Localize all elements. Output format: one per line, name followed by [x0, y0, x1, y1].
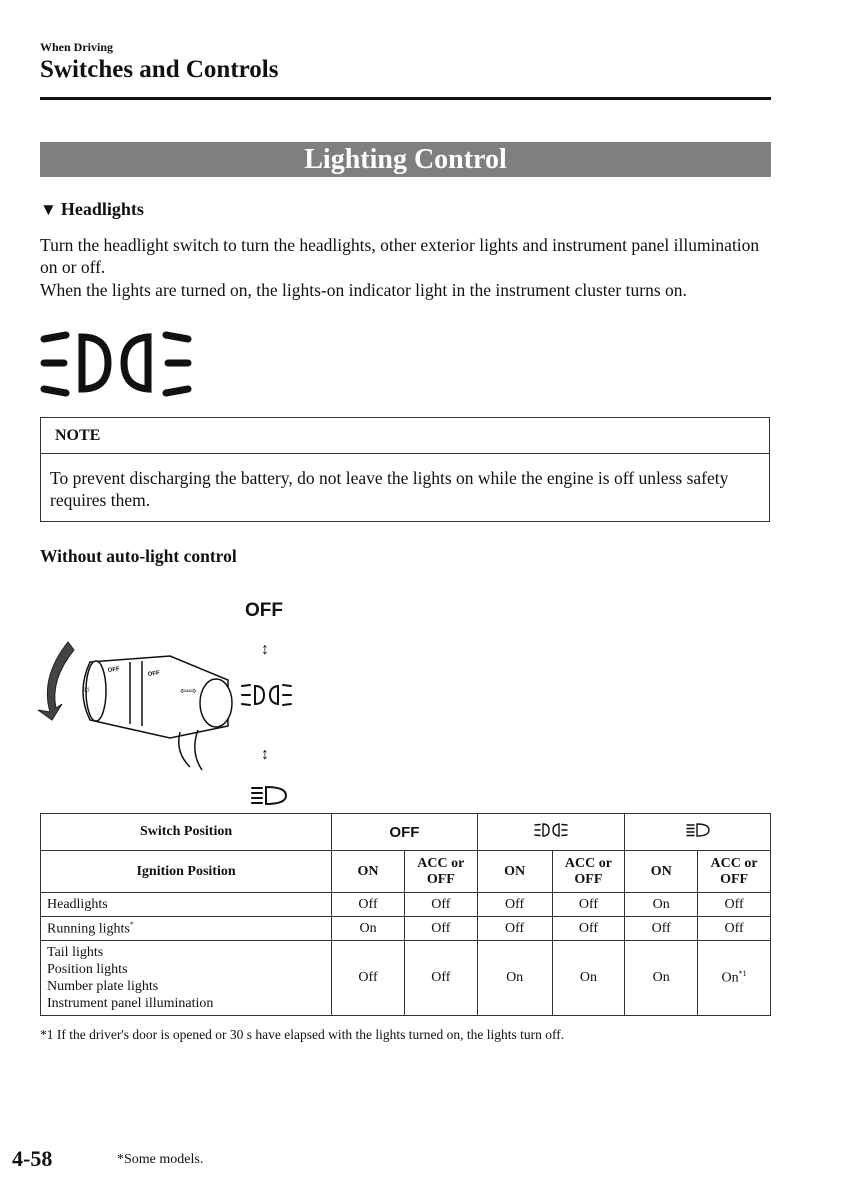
row-label-line: Position lights — [47, 962, 128, 977]
row-label: Headlights — [41, 893, 332, 917]
cell-text: On — [721, 970, 739, 986]
switch-position-off: OFF — [332, 814, 478, 851]
switch-position-row — [41, 814, 771, 851]
table-cell: On — [477, 941, 552, 1016]
table-cell: Off — [552, 917, 625, 941]
table-cell: Off — [404, 941, 477, 1016]
ignition-value: ON — [625, 851, 698, 893]
svg-text:OFF: OFF — [107, 666, 121, 674]
headlight-switch-figure — [30, 592, 330, 814]
table-cell: On — [552, 941, 625, 1016]
position-arrow-1-icon: ↕ — [261, 641, 269, 658]
headlights-heading-text: Headlights — [60, 199, 144, 219]
table-cell: Off — [698, 893, 771, 917]
section-banner: Lighting Control — [40, 142, 771, 177]
parking-lights-icon — [534, 822, 568, 838]
chapter-title: Switches and Controls — [40, 56, 279, 83]
row-label-line: Tail lights — [47, 945, 104, 960]
table-cell: On — [625, 893, 698, 917]
table-cell: Off — [404, 917, 477, 941]
row-label-line: Instrument panel illumination — [47, 996, 214, 1011]
table-footnote: *1 If the driver's door is opened or 30 s have elapsed with the lights turned on, the lights turn off. — [40, 1027, 565, 1042]
triangle-icon: ▼ — [40, 200, 57, 219]
headlights-heading — [40, 199, 144, 220]
ignition-position-row — [41, 851, 771, 893]
footnote-marker: * — [129, 919, 134, 929]
row-label — [41, 941, 332, 1016]
rotation-arrow-icon — [38, 642, 74, 720]
footnote-marker: *1 — [738, 969, 747, 979]
switch-position-label: Switch Position — [41, 814, 332, 851]
row-label-text: Running lights — [47, 921, 130, 937]
table-cell: Off — [698, 917, 771, 941]
row-label — [41, 917, 332, 941]
table-cell: On — [625, 941, 698, 1016]
lighting-positions-table — [40, 813, 771, 1016]
svg-text:☼: ☼ — [82, 684, 92, 695]
lights-on-indicator-icon — [40, 327, 192, 399]
ignition-value: ON — [477, 851, 552, 893]
table-cell: On — [332, 917, 405, 941]
note-box — [40, 417, 770, 522]
note-heading: NOTE — [41, 418, 769, 454]
switch-position-parking — [477, 814, 625, 851]
headlights-icon — [686, 822, 710, 838]
table-cell: Off — [625, 917, 698, 941]
ignition-value: ACC or OFF — [698, 851, 771, 893]
ignition-value: ACC or OFF — [404, 851, 477, 893]
note-body: To prevent discharging the battery, do not leave the lights on while the engine is off unless safety requires them. — [50, 468, 729, 510]
figure-off-label: OFF — [245, 600, 283, 621]
page-number: 4-58 — [12, 1146, 53, 1171]
ignition-value: ON — [332, 851, 405, 893]
section-label: When Driving — [40, 40, 114, 54]
switch-position-headlights — [625, 814, 771, 851]
some-models-note: *Some models. — [117, 1152, 204, 1167]
svg-text:OFF: OFF — [147, 670, 161, 678]
header-rule — [40, 97, 771, 100]
table-cell: Off — [332, 941, 405, 1016]
table-cell: Off — [332, 893, 405, 917]
table-cell: Off — [552, 893, 625, 917]
parking-lights-icon — [242, 685, 291, 705]
row-label-line: Number plate lights — [47, 979, 159, 994]
svg-text:⇦⇨: ⇦⇨ — [180, 686, 197, 697]
table-row — [41, 893, 771, 917]
table-cell: Off — [477, 917, 552, 941]
table-cell — [698, 941, 771, 1016]
table-row — [41, 941, 771, 1016]
ignition-value: ACC or OFF — [552, 851, 625, 893]
headlights-paragraph-2: When the lights are turned on, the lights-on indicator light in the instrument cluster turns on. — [40, 280, 687, 300]
position-arrow-2-icon: ↕ — [261, 746, 269, 763]
table-cell: Off — [477, 893, 552, 917]
without-auto-light-heading: Without auto-light control — [40, 546, 237, 566]
table-cell: Off — [404, 893, 477, 917]
table-row — [41, 917, 771, 941]
headlights-paragraph-1: Turn the headlight switch to turn the headlights, other exterior lights and instrument panel illumination on or off. — [40, 235, 760, 277]
headlights-icon — [252, 787, 286, 804]
ignition-position-label: Ignition Position — [41, 851, 332, 893]
